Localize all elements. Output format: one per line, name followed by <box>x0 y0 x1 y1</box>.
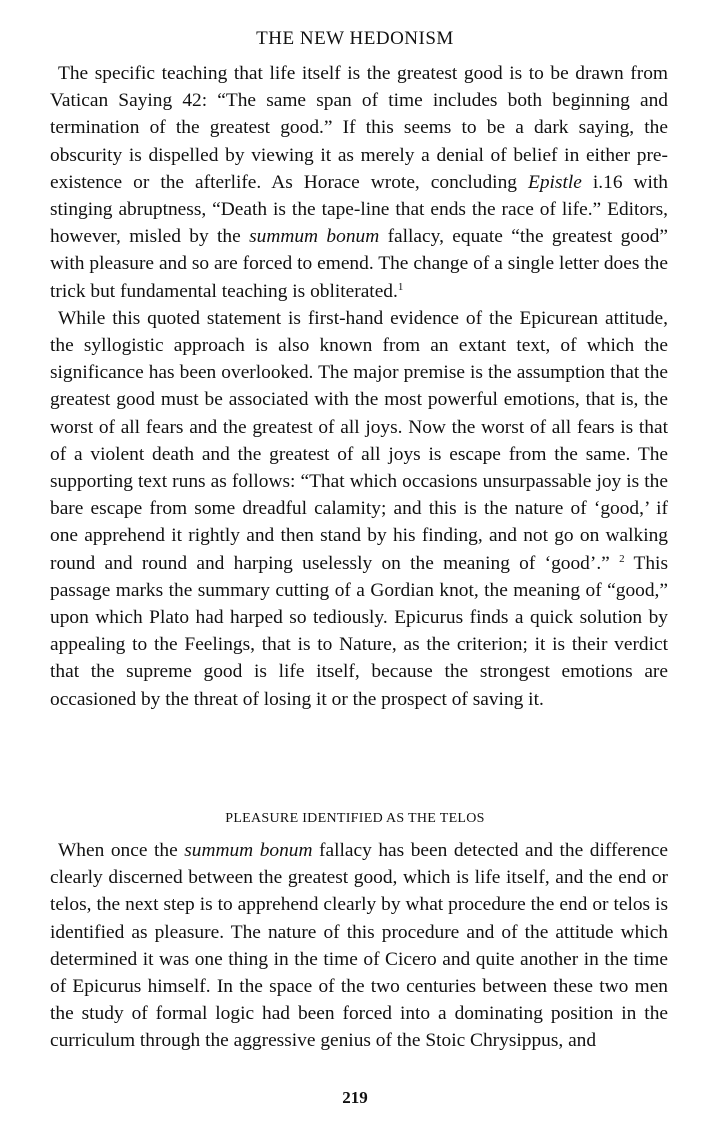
text-block-lower <box>50 837 668 1055</box>
paragraph-1-text-b: i.16 with stinging abruptness, “Death is the tape-line that ends the race of life.” Editors, however, misled by the <box>50 171 669 248</box>
paragraph-3-text-a: When once the <box>58 840 185 861</box>
paragraph-2-text-a: While this quoted statement is first-hand evidence of the Epicurean attitude, the syllogistic approach is also known from an extant text, of which the significance has been overlooked. The major premise is the assumption that the greatest good must be associated with the most powerful emotions, that is, the worst of all fears and the greatest of all joys. Now the worst of all fears is that of a violent death and the greatest of all joys is escape from the same. The supporting text runs as follows: “That which occasions unsurpassable joy is the bare escape from some dreadful calamity; and this is the nature of ‘good,’ if one apprehend it rightly and then stand by his finding, and not go on walking round and round and harping uselessly on the meaning of ‘good’.” <box>50 307 668 574</box>
section-heading: PLEASURE IDENTIFIED AS THE TELOS <box>225 811 485 826</box>
text-block-upper <box>50 60 668 713</box>
footnote-marker-1: 1 <box>397 280 404 293</box>
page-number: 219 <box>342 1088 368 1107</box>
footnote-marker-2: 2 <box>619 552 625 565</box>
paragraph-3-italic-summum-bonum: summum bonum <box>184 840 313 861</box>
paragraph-1-italic-epistle: Epistle <box>528 171 582 193</box>
running-head: THE NEW HEDONISM <box>256 28 454 49</box>
paragraph-1-text-a: The specific teaching that life itself is the greatest good is to be drawn from Vatican Saying 42: “The same span of time includes both beginning and termination of the greatest good.” If this seems to be a dark saying, the obscurity is dispelled by viewing it as merely a denial of belief in either pre-existence or the afterlife. As Horace wrote, concluding <box>50 63 668 193</box>
paragraph-2 <box>50 305 668 713</box>
paragraph-3 <box>50 837 668 1055</box>
paragraph-1 <box>50 60 668 305</box>
paragraph-1-italic-summum-bonum: summum bonum <box>249 226 380 248</box>
paragraph-3-text-b: fallacy has been detected and the difference clearly discerned between the greatest good, which is life itself, and the end or telos, the next step is to apprehend clearly by what procedure the end or telos is identified as pleasure. The nature of this procedure and of the attitude which determined it was one thing in the time of Cicero and quite another in the time of Epicurus himself. In the space of the two centuries between these two men the study of formal logic had been forced into a dominating position in the curriculum through the aggressive genius of the Stoic Chrysippus, and <box>50 840 668 1052</box>
paragraph-2-text-b: This passage marks the summary cutting of a Gordian knot, the meaning of “good,” upon which Plato had harped so tediously. Epicurus finds a quick solution by appealing to the Feelings, that is to Nature, as the criterion; it is their verdict that the supreme good is life itself, because the strongest emotions are occasioned by the threat of losing it or the prospect of saving it. <box>50 552 668 710</box>
paragraph-1-text-c: fallacy, equate “the greatest good” with pleasure and so are forced to emend. The change of a single letter does the trick but fundamental teaching is obliterated. <box>50 226 668 302</box>
